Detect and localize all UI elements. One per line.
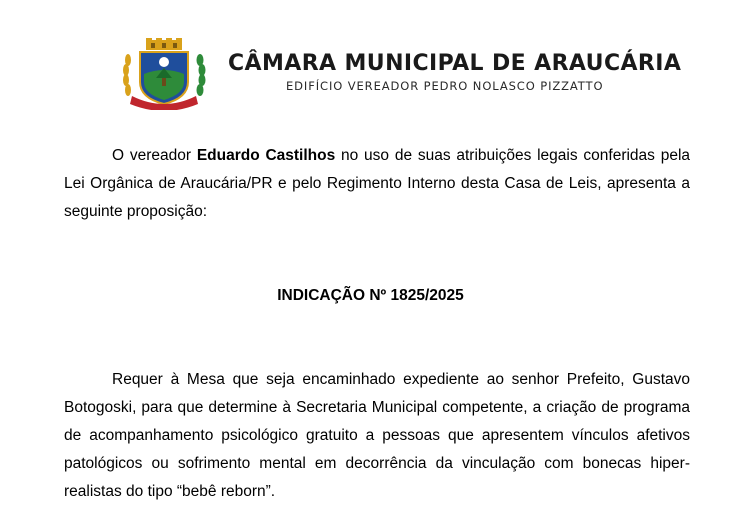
indication-title: INDICAÇÃO Nº 1825/2025 [277, 287, 464, 304]
intro-prefix: O vereador [112, 147, 197, 164]
institution-title: CÂMARA MUNICIPAL DE ARAUCÁRIA [228, 51, 682, 76]
municipal-coat-of-arms-icon [118, 38, 210, 110]
header-text-block [228, 51, 682, 93]
document-header [118, 38, 682, 110]
request-text: Requer à Mesa que seja encaminhado expediente ao senhor Prefeito, Gustavo Botogoski, para que determine à Secretaria Municipal competente, a criação de programa de acompanhamento psicológico gratuito a pessoas que apresentem vínculos afetivos patológicos ou sofrimento mental em decorrência da vinculação com bonecas hiper-realistas do tipo “bebê reborn”. [64, 371, 690, 500]
intro-suffix: no uso de suas atribuições legais conferidas pela Lei Orgânica de Araucária/PR e pelo Regimento Interno desta Casa de Leis, apresenta a seguinte proposição: [64, 147, 691, 220]
councilor-name: Eduardo Castilhos [196, 147, 336, 164]
request-paragraph [64, 366, 690, 506]
building-subtitle: EDIFÍCIO VEREADOR PEDRO NOLASCO PIZZATTO [286, 79, 604, 93]
intro-paragraph [64, 142, 690, 226]
